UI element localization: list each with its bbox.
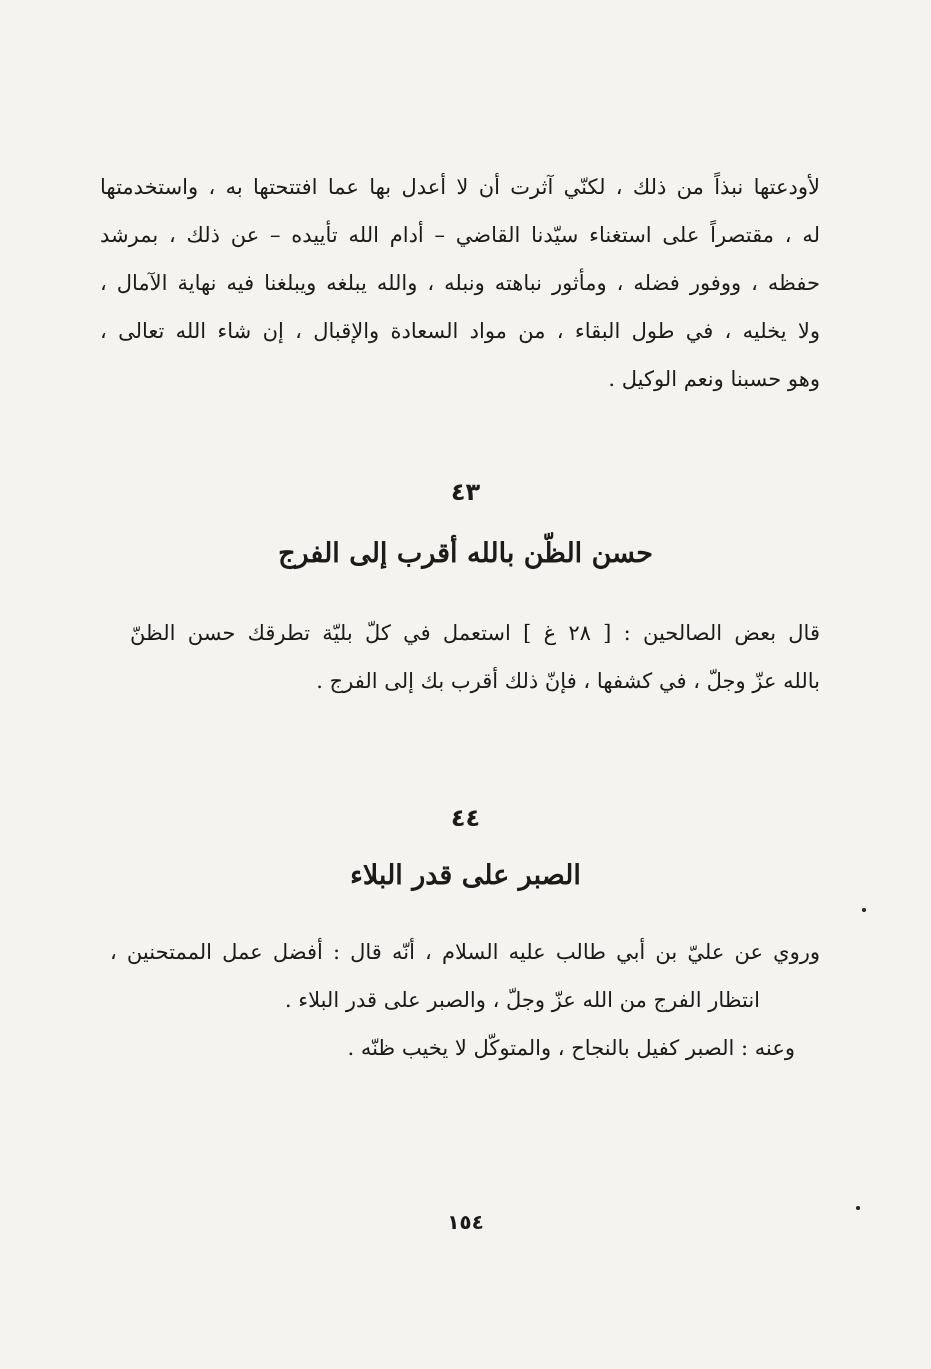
text-line: قال بعض الصالحين : [ ٢٨ غ ] استعمل في كلّ بليّة تطرقك حسن الظنّ <box>130 621 820 645</box>
section-44-paragraph <box>110 928 820 1072</box>
text-line: وهو حسبنا ونعم الوكيل . <box>608 367 820 391</box>
page-number: ١٥٤ <box>447 1210 484 1234</box>
section-number: ٤٣ <box>450 478 481 506</box>
text-line: وروي عن عليّ بن أبي طالب عليه السلام ، أنّه قال : أفضل عمل الممتحنين ، <box>110 940 820 964</box>
section-title: حسن الظّن بالله أقرب إلى الفرج <box>278 538 653 569</box>
text-line: بالله عزّ وجلّ ، في كشفها ، فإنّ ذلك أقرب بك إلى الفرج . <box>316 669 820 693</box>
intro-paragraph <box>100 163 820 403</box>
text-line: له ، مقتصراً على استغناء سيّدنا القاضي – أدام الله تأييده – عن ذلك ، بمرشد <box>100 223 820 247</box>
text-line: لأودعتها نبذاً من ذلك ، لكنّي آثرت أن لا أعدل بها عما افتتحتها به ، واستخدمتها <box>100 175 820 199</box>
text-line: وعنه : الصبر كفيل بالنجاح ، والمتوكّل لا يخيب ظنّه . <box>347 1036 795 1060</box>
section-title: الصبر على قدر البلاء <box>350 860 581 891</box>
text-line: انتظار الفرج من الله عزّ وجلّ ، والصبر على قدر البلاء . <box>284 988 760 1012</box>
text-line: حفظه ، ووفور فضله ، ومأثور نباهته ونبله ، والله يبلغه ويبلغنا فيه نهاية الآمال ، <box>100 271 820 295</box>
scan-speck <box>862 908 866 912</box>
scan-speck <box>856 1206 860 1210</box>
section-number: ٤٤ <box>450 804 481 832</box>
text-line: ولا يخليه ، في طول البقاء ، من مواد السعادة والإقبال ، إن شاء الله تعالى ، <box>100 319 820 343</box>
section-43-paragraph <box>130 609 820 705</box>
